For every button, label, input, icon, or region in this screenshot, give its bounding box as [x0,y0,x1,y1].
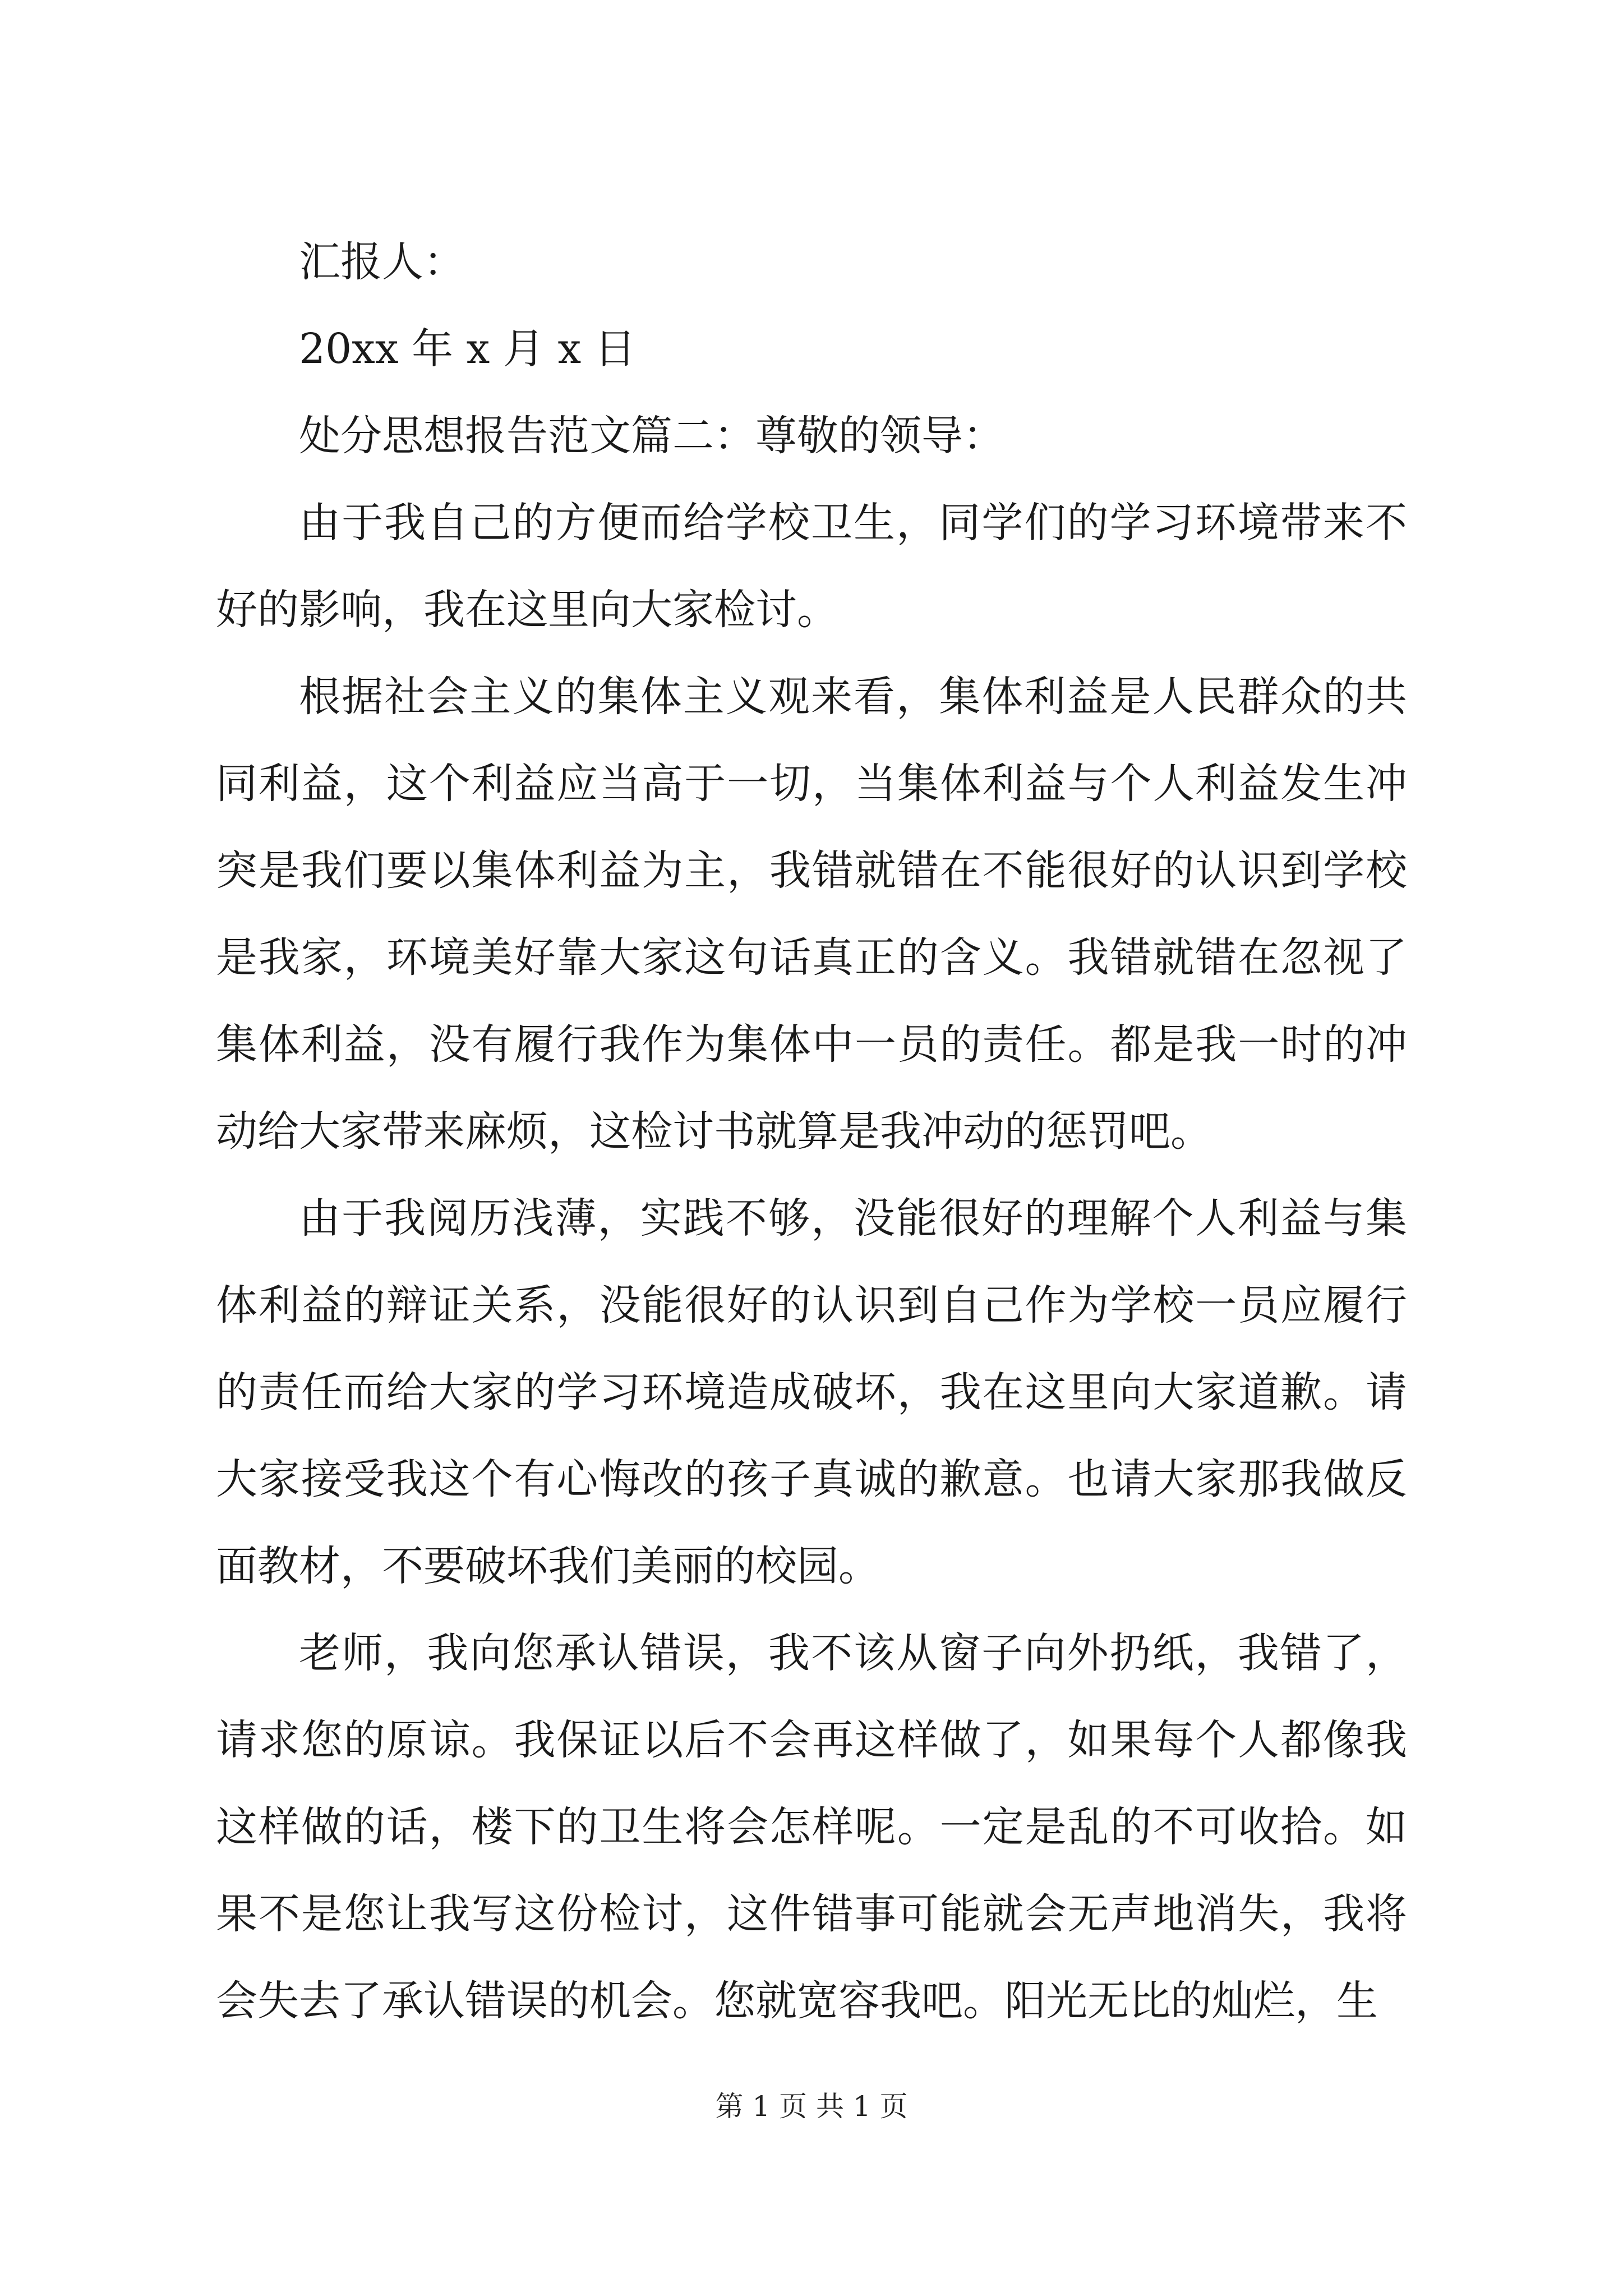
section-heading: 处分思想报告范文篇二：尊敬的领导： [299,412,1004,460]
reporter-label: 汇报人： [299,238,465,286]
paragraph-4: 老师，我向您承认错误，我不该从窗子向外扔纸，我错了，请求您的原谅。我保证以后不会再这样做了，如果每个人都像我这样做的话，楼下的卫生将会怎样呢。一定是乱的不可收拾。如果不是您让我写这份检讨，这件错事可能就会无声地消失，我将会失去了承认错误的机会。您就宽容我吧。阳光无比的灿烂，生 [216,1629,1407,2025]
paragraph-3: 由于我阅历浅薄，实践不够，没能很好的理解个人利益与集体利益的辩证关系，没能很好的认识到自己作为学校一员应履行的责任而给大家的学习环境造成破坏，我在这里向大家道歉。请大家接受我这个有心悔改的孩子真诚的歉意。也请大家那我做反面教材，不要破坏我们美丽的校园。 [216,1194,1407,1590]
document-body [216,219,1407,2045]
report-date: 20xx 年 x 月 x 日 [299,325,636,373]
paragraph-2: 根据社会主义的集体主义观来看，集体利益是人民群众的共同利益，这个利益应当高于一切，当集体利益与个人利益发生冲突是我们要以集体利益为主，我错就错在不能很好的认识到学校是我家，环境美好靠大家这句话真正的含义。我错就错在忽视了集体利益，没有履行我作为集体中一员的责任。都是我一时的冲动给大家带来麻烦，这检讨书就算是我冲动的惩罚吧。 [216,673,1407,1156]
paragraph-1: 由于我自己的方便而给学校卫生，同学们的学习环境带来不好的影响，我在这里向大家检讨。 [216,499,1407,634]
page-footer: 第 1 页 共 1 页 [715,2090,908,2123]
